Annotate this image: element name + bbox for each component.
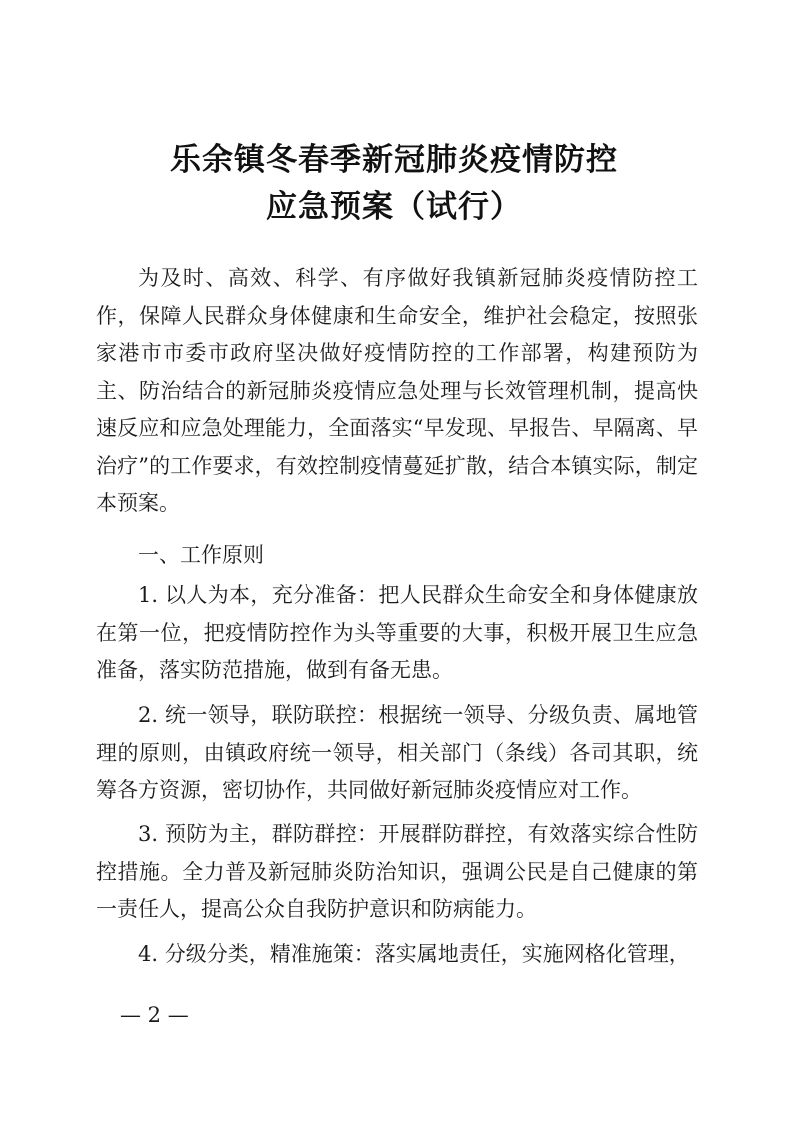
section-heading-work-principles: 一、工作原则 xyxy=(138,543,264,567)
principle-2-paragraph xyxy=(96,697,698,810)
principle-1-paragraph xyxy=(96,577,698,690)
principle-1-lead: 1. 以人为本，充分准备： xyxy=(138,583,379,607)
document-title-line-2: 应急预案（试行） xyxy=(266,189,522,225)
page-number: — 2 — xyxy=(120,1003,189,1027)
principle-2-text: 根据统一领导、分级负责、属地管理的原则，由镇政府统一领导，相关部门（条线）各司其职，统筹各方资源，密切协作，共同做好新冠肺炎疫情应对工作。 xyxy=(96,703,698,802)
principle-4-lead: 4. 分级分类，精准施策： xyxy=(138,942,375,966)
document-title-line-1: 乐余镇冬春季新冠肺炎疫情防控 xyxy=(170,142,618,178)
intro-paragraph: 为及时、高效、科学、有序做好我镇新冠肺炎疫情防控工作，保障人民群众身体健康和生命安全，维护社会稳定，按照张家港市市委市政府坚决做好疫情防控的工作部署，构建预防为主、防治结合的新冠肺炎疫情应急处理与长效管理机制，提高快速反应和应急处理能力，全面落实“早发现、早报告、早隔离、早治疗”的工作要求，有效控制疫情蔓延扩散，结合本镇实际，制定本预案。 xyxy=(96,266,698,515)
principle-2-lead: 2. 统一领导，联防联控： xyxy=(138,703,379,727)
principle-4-text: 落实属地责任，实施网格化管理， xyxy=(374,942,690,966)
principle-1-text: 把人民群众生命安全和身体健康放在第一位，把疫情防控作为头等重要的大事，积极开展卫生应急准备，落实防范措施，做到有备无患。 xyxy=(96,583,698,682)
principle-3-paragraph xyxy=(96,816,698,929)
principle-4-paragraph xyxy=(96,936,698,974)
principle-3-lead: 3. 预防为主，群防群控： xyxy=(138,822,379,846)
principle-3-text: 开展群防群控，有效落实综合性防控措施。全力普及新冠肺炎防治知识，强调公民是自己健康的第一责任人，提高公众自我防护意识和防病能力。 xyxy=(96,822,698,921)
